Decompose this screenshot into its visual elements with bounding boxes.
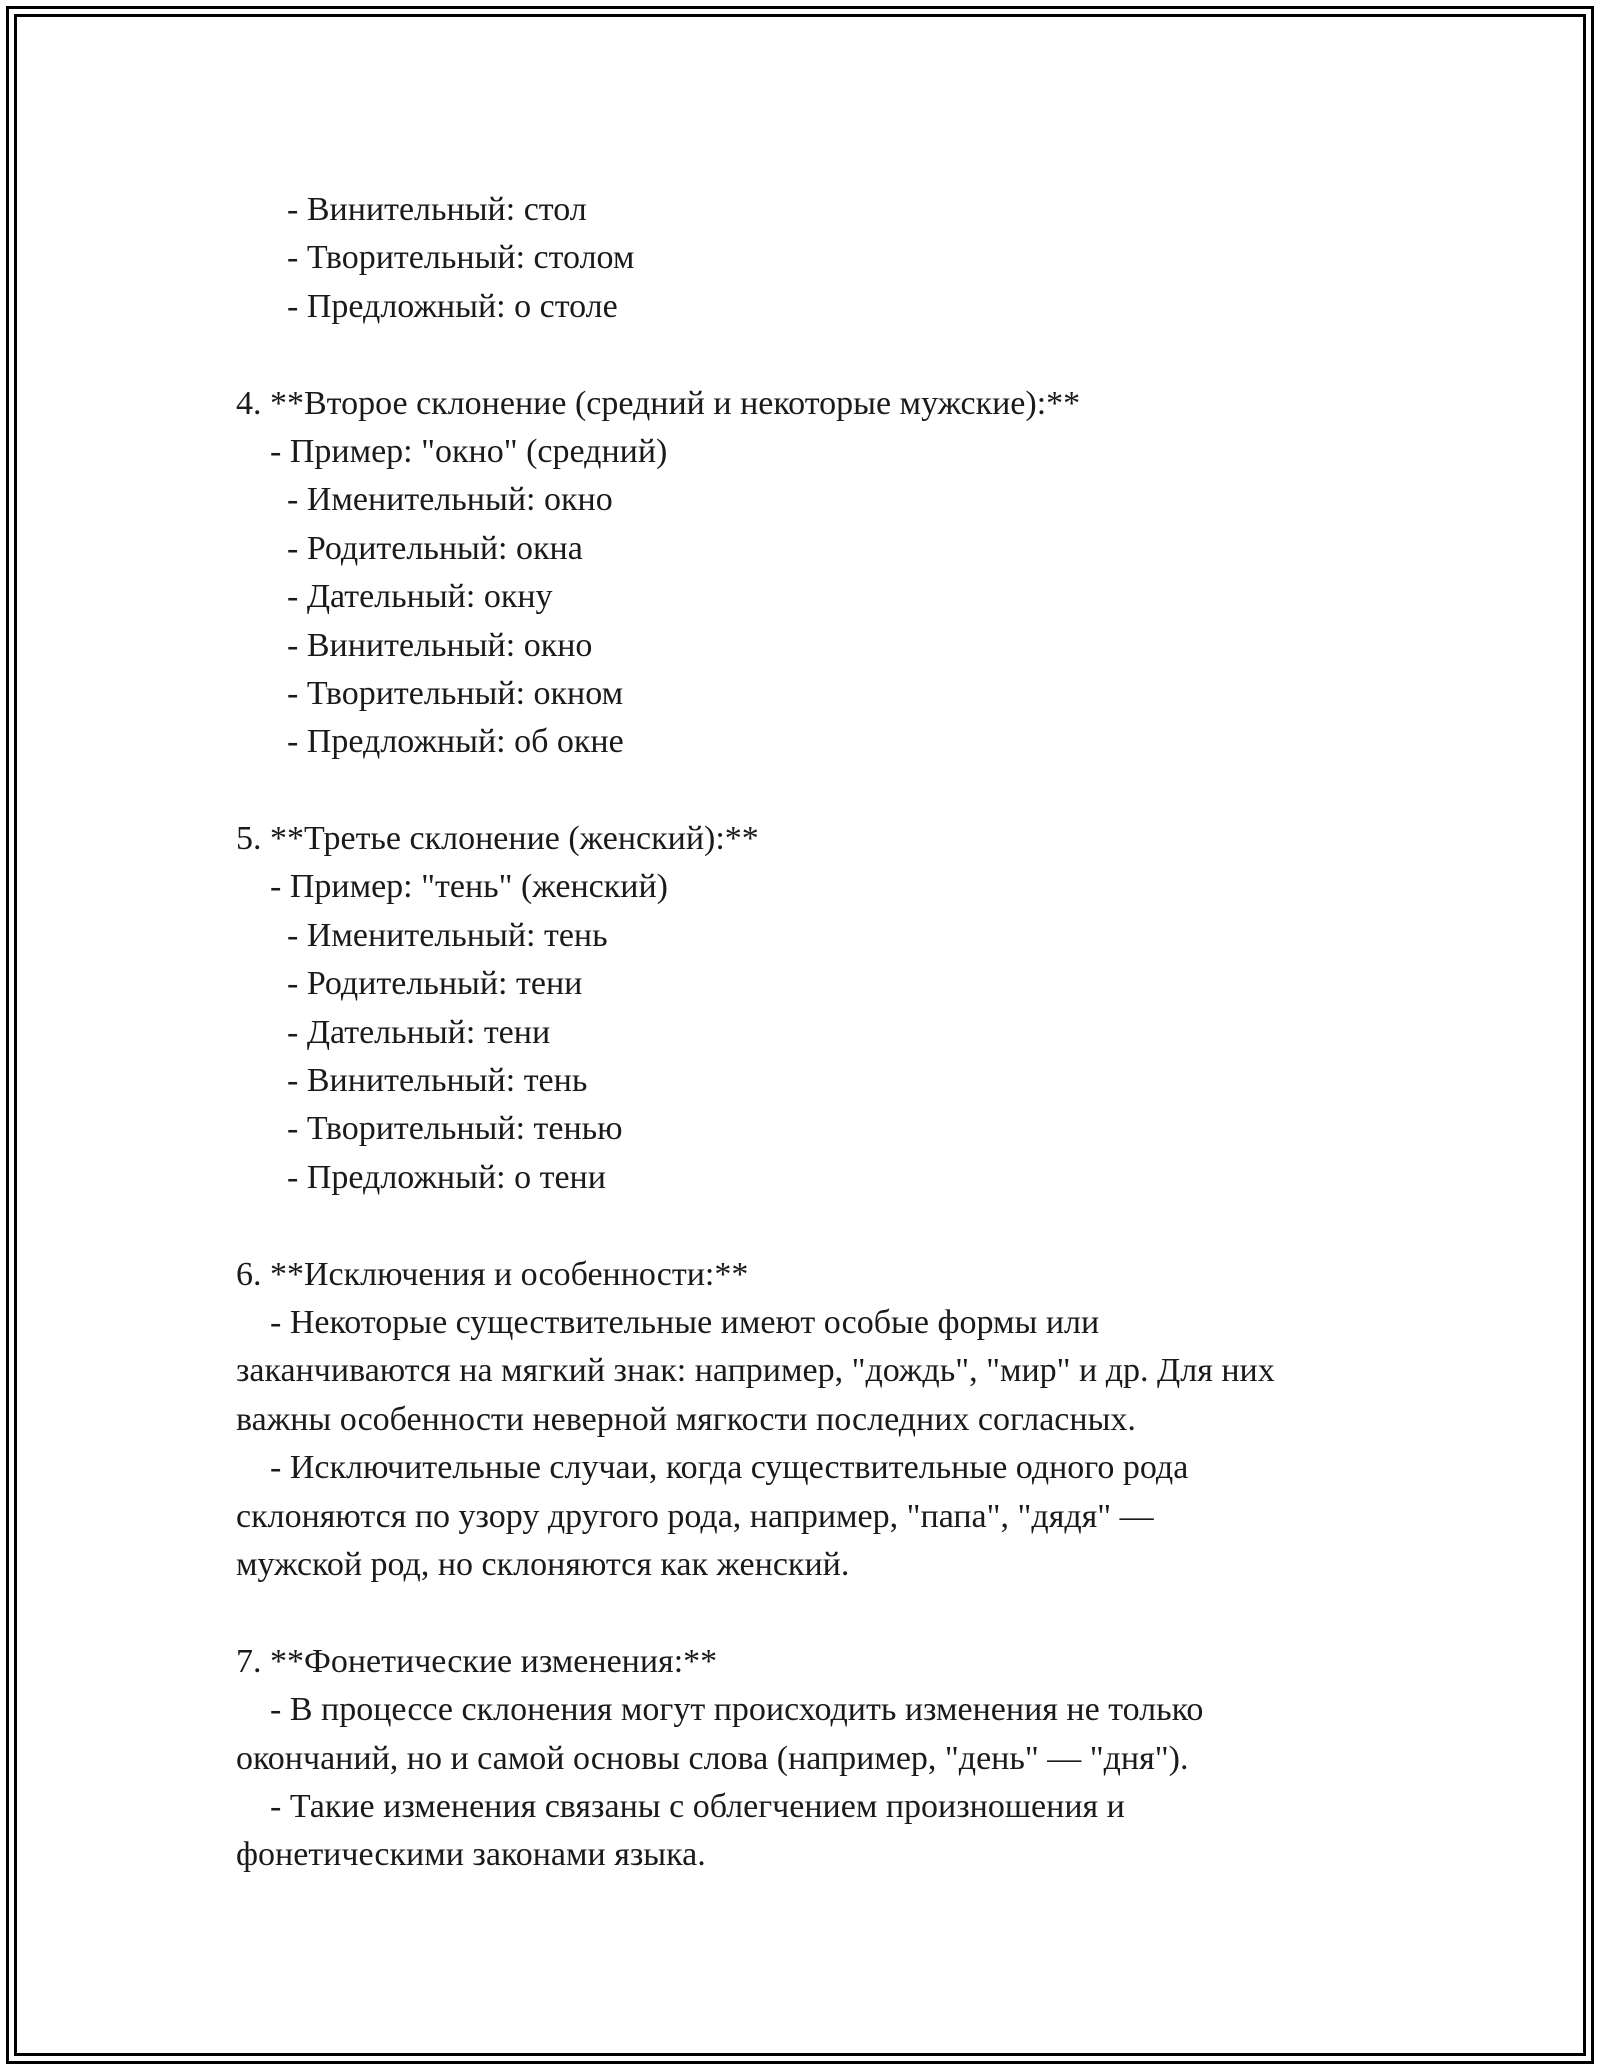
section-6-text-line-3: важны особенности неверной мягкости последних согласных. [236,1400,1136,1438]
document-body [236,186,1386,1880]
section-7-text-line-2: окончаний, но и самой основы слова (например, "день" — "дня"). [236,1739,1189,1777]
blank-line [236,1202,1386,1250]
case-accusative-okno: - Винительный: окно [236,626,593,664]
example-okno: - Пример: "окно" (средний) [236,432,668,470]
section-6-text-line-2: заканчиваются на мягкий знак: например, "дождь", "мир" и др. Для них [236,1352,1275,1390]
case-prepositional-okno: - Предложный: об окне [236,723,624,761]
blank-line [236,331,1386,379]
section-6-heading: 6. **Исключения и особенности:** [236,1255,749,1293]
case-prepositional-ten: - Предложный: о тени [236,1158,606,1196]
case-dative-ten: - Дательный: тени [236,1013,551,1051]
case-instrumental-ten: - Творительный: тенью [236,1110,623,1148]
section-6-text-line-1: - Некоторые существительные имеют особые формы или [236,1303,1100,1341]
case-genitive-ten: - Родительный: тени [236,965,583,1003]
section-6-text-line-4: - Исключительные случаи, когда существительные одного рода [236,1449,1189,1487]
case-accusative-ten: - Винительный: тень [236,1062,588,1100]
case-instrumental-stol: - Творительный: столом [236,239,635,277]
case-nominative-okno: - Именительный: окно [236,481,613,519]
section-7-text-line-4: фонетическими законами языка. [236,1836,706,1874]
section-4-heading: 4. **Второе склонение (средний и некоторые мужские):** [236,384,1081,422]
blank-line [236,767,1386,815]
case-accusative-stol: - Винительный: стол [236,191,587,228]
section-5-heading: 5. **Третье склонение (женский):** [236,820,759,858]
section-7-heading: 7. **Фонетические изменения:** [236,1642,718,1680]
section-7-text-line-3: - Такие изменения связаны с облегчением произношения и [236,1787,1125,1825]
section-6-text-line-5: склоняются по узору другого рода, например, "папа", "дядя" — [236,1497,1154,1535]
case-prepositional-stol: - Предложный: о столе [236,287,618,325]
case-genitive-okno: - Родительный: окна [236,529,583,567]
case-instrumental-okno: - Творительный: окном [236,674,624,712]
section-6-text-line-6: мужской род, но склоняются как женский. [236,1545,850,1583]
section-7-text-line-1: - В процессе склонения могут происходить изменения не только [236,1691,1204,1729]
case-nominative-ten: - Именительный: тень [236,916,608,954]
case-dative-okno: - Дательный: окну [236,578,553,616]
example-ten: - Пример: "тень" (женский) [236,868,669,906]
blank-line [236,1589,1386,1637]
